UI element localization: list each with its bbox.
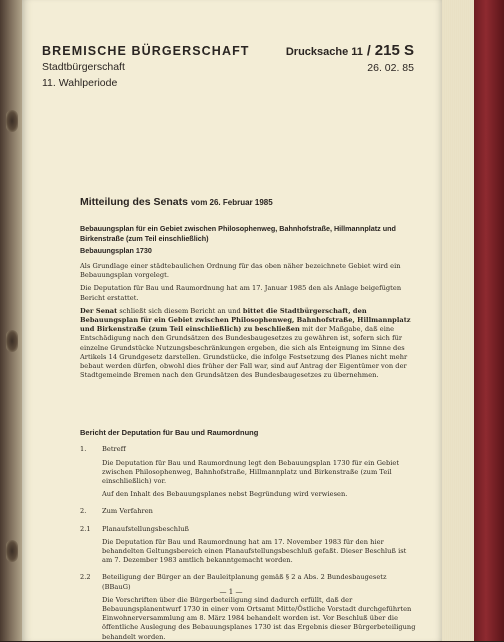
mitteilung-date: vom 26. Februar 1985 (190, 198, 273, 207)
drucksache-label: Drucksache 11 (285, 46, 363, 58)
item-number: 2.2 (80, 573, 91, 582)
mitteilung-title (80, 196, 420, 208)
item-subtext: Auf den Inhalt des Bebauungsplanes nebst Begründung wird verwiesen. (102, 490, 348, 499)
binder-spine-left (0, 0, 24, 641)
senat-body (80, 224, 416, 380)
subject-plan: Bebauungsplan 1730 (80, 246, 152, 255)
binder-ring (6, 540, 18, 562)
item-text: Die Deputation für Bau und Raumordnung legt den Bebauungsplan 1730 für ein Gebiet zwischen Philosophenweg, Bahnhofstraße, Hillmannplatz und Birkenstraße (zum Teil einschließlich) vor. (102, 458, 400, 486)
paragraph-2: Die Deputation für Bau und Raumordnung hat am 17. Januar 1985 den als Anlage beigefügten Bericht erstattet. (80, 284, 402, 302)
p3-bold-main: bittet die Stadtbürgerschaft, den Bebauungsplan für ein Gebiet zwischen Philosophenweg, Bahnhofstraße, Hillmannplatz und Birkenstraße (zum Teil einschließlich) zu beschließen (80, 306, 411, 334)
item-text: Die Vorschriften über die Bürgerbeteiligung sind dadurch erfüllt, daß der Bebauungsplanentwurf 1730 in einer vom Ortsamt Mitte/Östliche Vorstadt durchgeführten Einwohnerversammlung am 8. März 1984 behandelt worden ist. Vor Beschluß über die öffentliche Auslegung des Bebauungsplanes 1730 ist das Ergebnis dieser Bürgerbeteiligung behandelt worden. (102, 595, 416, 641)
item-number: 2. (80, 507, 87, 516)
binder-ring (6, 330, 18, 352)
document-page (22, 0, 442, 641)
drucksache-slash: / (366, 42, 371, 58)
p3-bold-start: Der Senat (80, 306, 118, 315)
bericht-item (80, 525, 416, 566)
paragraph-1: Als Grundlage einer städtebaulichen Ordnung für das oben näher bezeichnete Gebiet wird ein Bebauungsplan vorgelegt. (80, 262, 401, 280)
subject-line: Bebauungsplan für ein Gebiet zwischen Philosophenweg, Bahnhofstraße, Hillmannplatz und Birkenstraße (zum Teil einschließlich) (80, 224, 396, 243)
binder-ring (6, 110, 18, 132)
item-heading: Zum Verfahren (102, 507, 153, 516)
legislative-period: 11. Wahlperiode (42, 77, 118, 89)
bericht-item (80, 507, 416, 516)
p3-rest: mit der Maßgabe, daß eine Entschädigung nach den Grundsätzen des Bundesbaugesetzes zu gewähren ist, sofern sich für einzelne Grundstücke Nutzungsbeschränkungen ergeben, die sich als Enteignung im Sinne des Artikels 14 Grundgesetz darstellen. Grundstücke, die infolge Festsetzung des Planes nicht mehr bebaut werden dürfen, obwohl dies früher der Fall war, sind auf Antrag der Eigentümer von der Stadtgemeinde Bremen nach den Grundsätzen des Bundesbaugesetzes zu übernehmen. (80, 325, 408, 380)
org-name: BREMISCHE BÜRGERSCHAFT (42, 44, 250, 58)
item-text: Die Deputation für Bau und Raumordnung hat am 17. November 1983 für den hier behandelten Geltungsbereich einen Planaufstellungsbeschluß gefaßt. Dieser Beschluß ist am 7. Dezember 1983 amtlich bekanntgemacht worden. (102, 537, 407, 565)
binder-cover-right (474, 0, 504, 641)
item-heading: Betreff (102, 445, 126, 454)
bericht-item (80, 445, 416, 499)
org-subtitle: Stadtbürgerschaft (42, 61, 125, 73)
bericht-title: Bericht der Deputation für Bau und Raumordnung (80, 428, 259, 438)
drucksache-value: 215 S (374, 42, 414, 59)
page-content (42, 44, 420, 642)
paragraph-3 (80, 307, 416, 381)
page-stack-edge (440, 0, 474, 641)
drucksache-number (286, 42, 414, 60)
document-date: 26. 02. 85 (367, 62, 414, 74)
ring-holes (6, 0, 20, 641)
p3-mid: schließt sich diesem Bericht an und (117, 306, 243, 315)
item-heading: Planaufstellungsbeschluß (102, 524, 189, 533)
item-number: 2.1 (80, 524, 91, 533)
mitteilung-heading: Mitteilung des Senats (80, 196, 188, 208)
bericht-item (80, 573, 416, 641)
item-number: 1. (80, 445, 87, 454)
document-header (42, 44, 420, 104)
item-heading: Beteiligung der Bürger an der Bauleitplanung gemäß § 2 a Abs. 2 Bundesbaugesetz (BBauG) (102, 573, 387, 591)
page-number: — 1 — (219, 588, 243, 596)
